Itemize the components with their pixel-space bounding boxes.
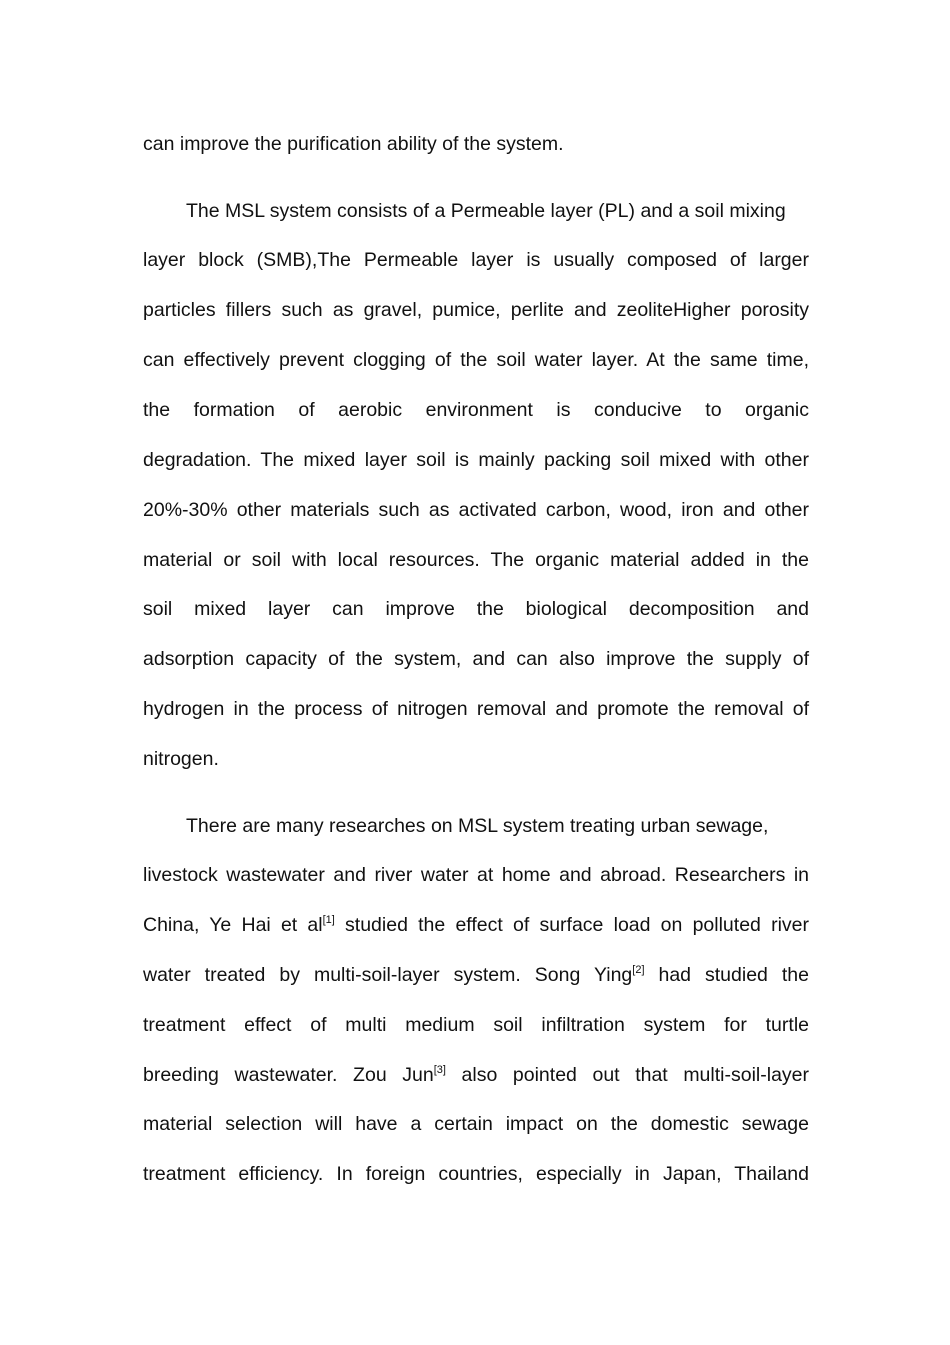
text-line: hydrogen in the process of nitrogen removal and promote the removal of [143,698,809,720]
text-line-with-citation [143,1062,809,1088]
text-line: particles fillers such as gravel, pumice, perlite and zeoliteHigher porosity [143,299,809,321]
text-segment: water treated by multi-soil-layer system. Song Ying [143,964,633,986]
text-segment: studied the effect of surface load on polluted river [334,914,810,936]
text-line: adsorption capacity of the system, and can also improve the supply of [143,648,809,670]
citation-ref-2[interactable]: [2] [632,964,645,976]
text-line: can improve the purification ability of the system. [143,133,564,155]
text-line: material selection will have a certain impact on the domestic sewage [143,1113,809,1135]
text-line-with-citation [143,962,809,988]
text-line: livestock wastewater and river water at home and abroad. Researchers in [143,864,809,886]
text-line: treatment efficiency. In foreign countries, especially in Japan, Thailand [143,1163,809,1185]
text-line: layer block (SMB),The Permeable layer is usually composed of larger [143,249,809,271]
text-line: material or soil with local resources. The organic material added in the [143,549,809,571]
text-line: treatment effect of multi medium soil infiltration system for turtle [143,1014,809,1036]
text-segment: China, Ye Hai et al [143,914,323,936]
text-segment: had studied the [644,964,809,986]
text-line-with-citation [143,912,809,938]
text-segment: breeding wastewater. Zou Jun [143,1064,434,1086]
citation-ref-1[interactable]: [1] [322,914,335,926]
text-line: can effectively prevent clogging of the soil water layer. At the same time, [143,349,809,371]
text-line: 20%-30% other materials such as activated carbon, wood, iron and other [143,499,809,521]
text-line: the formation of aerobic environment is conducive to organic [143,399,809,421]
text-line: soil mixed layer can improve the biological decomposition and [143,598,809,620]
text-line: nitrogen. [143,748,219,770]
text-line: degradation. The mixed layer soil is mainly packing soil mixed with other [143,449,809,471]
text-line: The MSL system consists of a Permeable layer (PL) and a soil mixing [186,200,786,222]
text-segment: also pointed out that multi-soil-layer [445,1064,809,1086]
text-line: There are many researches on MSL system treating urban sewage, [186,815,769,837]
citation-ref-3[interactable]: [3] [433,1064,446,1076]
